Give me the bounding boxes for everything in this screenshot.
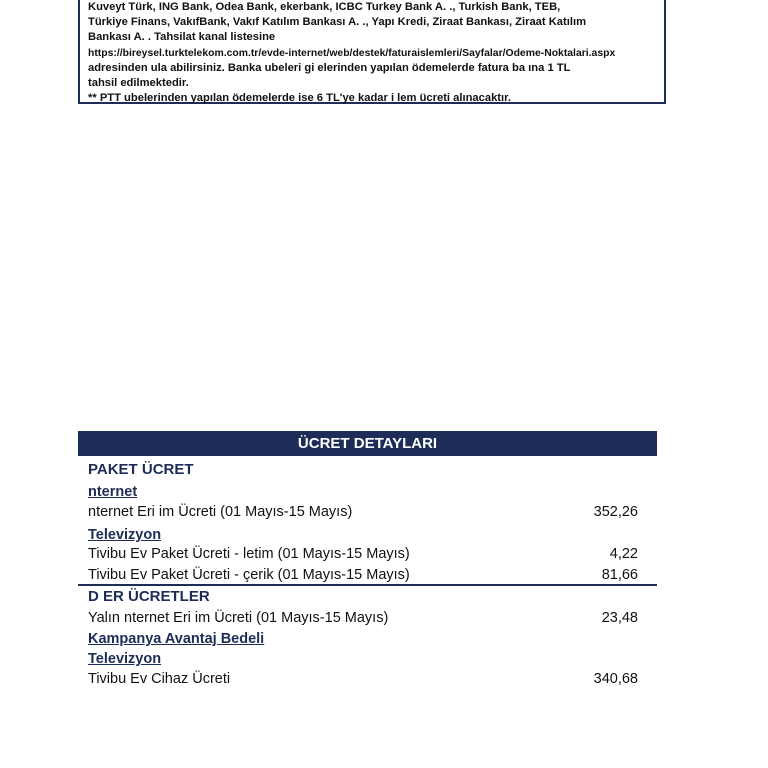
television-subtitle-2: Televizyon xyxy=(88,651,162,667)
other-fees-title: D ER ÜCRETLER xyxy=(88,588,210,605)
section-divider xyxy=(78,584,657,586)
fee-amount: 4,22 xyxy=(609,546,638,562)
notice-line: Kuveyt Türk, ING Bank, Odea Bank, ekerbank, ICBC Turkey Bank A. ., Turkish Bank, TEB, xyxy=(88,1,561,13)
notice-line: adresinden ula abilirsiniz. Banka ubeleri gi elerinden yapılan ödemelerde fatura ba ına 1 TL xyxy=(88,61,571,74)
fee-details-section xyxy=(78,431,657,687)
fee-description: Tivibu Ev Cihaz Ücreti xyxy=(88,671,231,687)
television-subtitle: Televizyon xyxy=(88,527,162,543)
payment-notice-box xyxy=(78,0,666,104)
campaign-advantage-subtitle: Kampanya Avantaj Bedeli xyxy=(88,631,265,647)
fee-description: nternet Eri im Ücreti (01 Mayıs-15 Mayıs) xyxy=(88,504,353,520)
package-fee-title: PAKET ÜCRET xyxy=(88,461,194,478)
notice-line: Türkiye Finans, VakıfBank, Vakıf Katılım Bankası A. ., Yapı Kredi, Ziraat Bankası, Ziraat Katılım xyxy=(88,16,587,29)
fee-amount: 81,66 xyxy=(601,567,638,583)
fee-description: Yalın nternet Eri im Ücreti (01 Mayıs-15 Mayıs) xyxy=(88,610,389,626)
fee-amount: 352,26 xyxy=(593,504,638,520)
fee-description: Tivibu Ev Paket Ücreti - letim (01 Mayıs-15 Mayıs) xyxy=(88,546,410,562)
notice-line: tahsil edilmektedir. xyxy=(88,77,189,90)
tivibu-device-fee-row xyxy=(78,669,638,689)
basic-internet-fee-row xyxy=(78,608,638,628)
fee-amount: 23,48 xyxy=(601,610,638,626)
fee-amount: 340,68 xyxy=(593,671,638,687)
notice-line: Bankası A. . Tahsilat kanal listesine xyxy=(88,31,276,44)
tivibu-content-fee-row xyxy=(78,565,638,585)
tivibu-delivery-fee-row xyxy=(78,544,638,564)
internet-subtitle: nternet xyxy=(88,484,138,500)
internet-fee-row xyxy=(78,502,638,522)
notice-url: https://bireysel.turktelekom.com.tr/evde-internet/web/destek/faturaislemleri/Sayfalar/Odeme-Noktalari.aspx xyxy=(88,47,616,59)
notice-footnote: ** PTT ubelerinden yapılan ödemelerde ise 6 TL'ye kadar i lem ücreti alınacaktır. xyxy=(88,92,511,105)
fee-details-header: ÜCRET DETAYLARI xyxy=(78,431,657,456)
fee-description: Tivibu Ev Paket Ücreti - çerik (01 Mayıs-15 Mayıs) xyxy=(88,567,410,583)
